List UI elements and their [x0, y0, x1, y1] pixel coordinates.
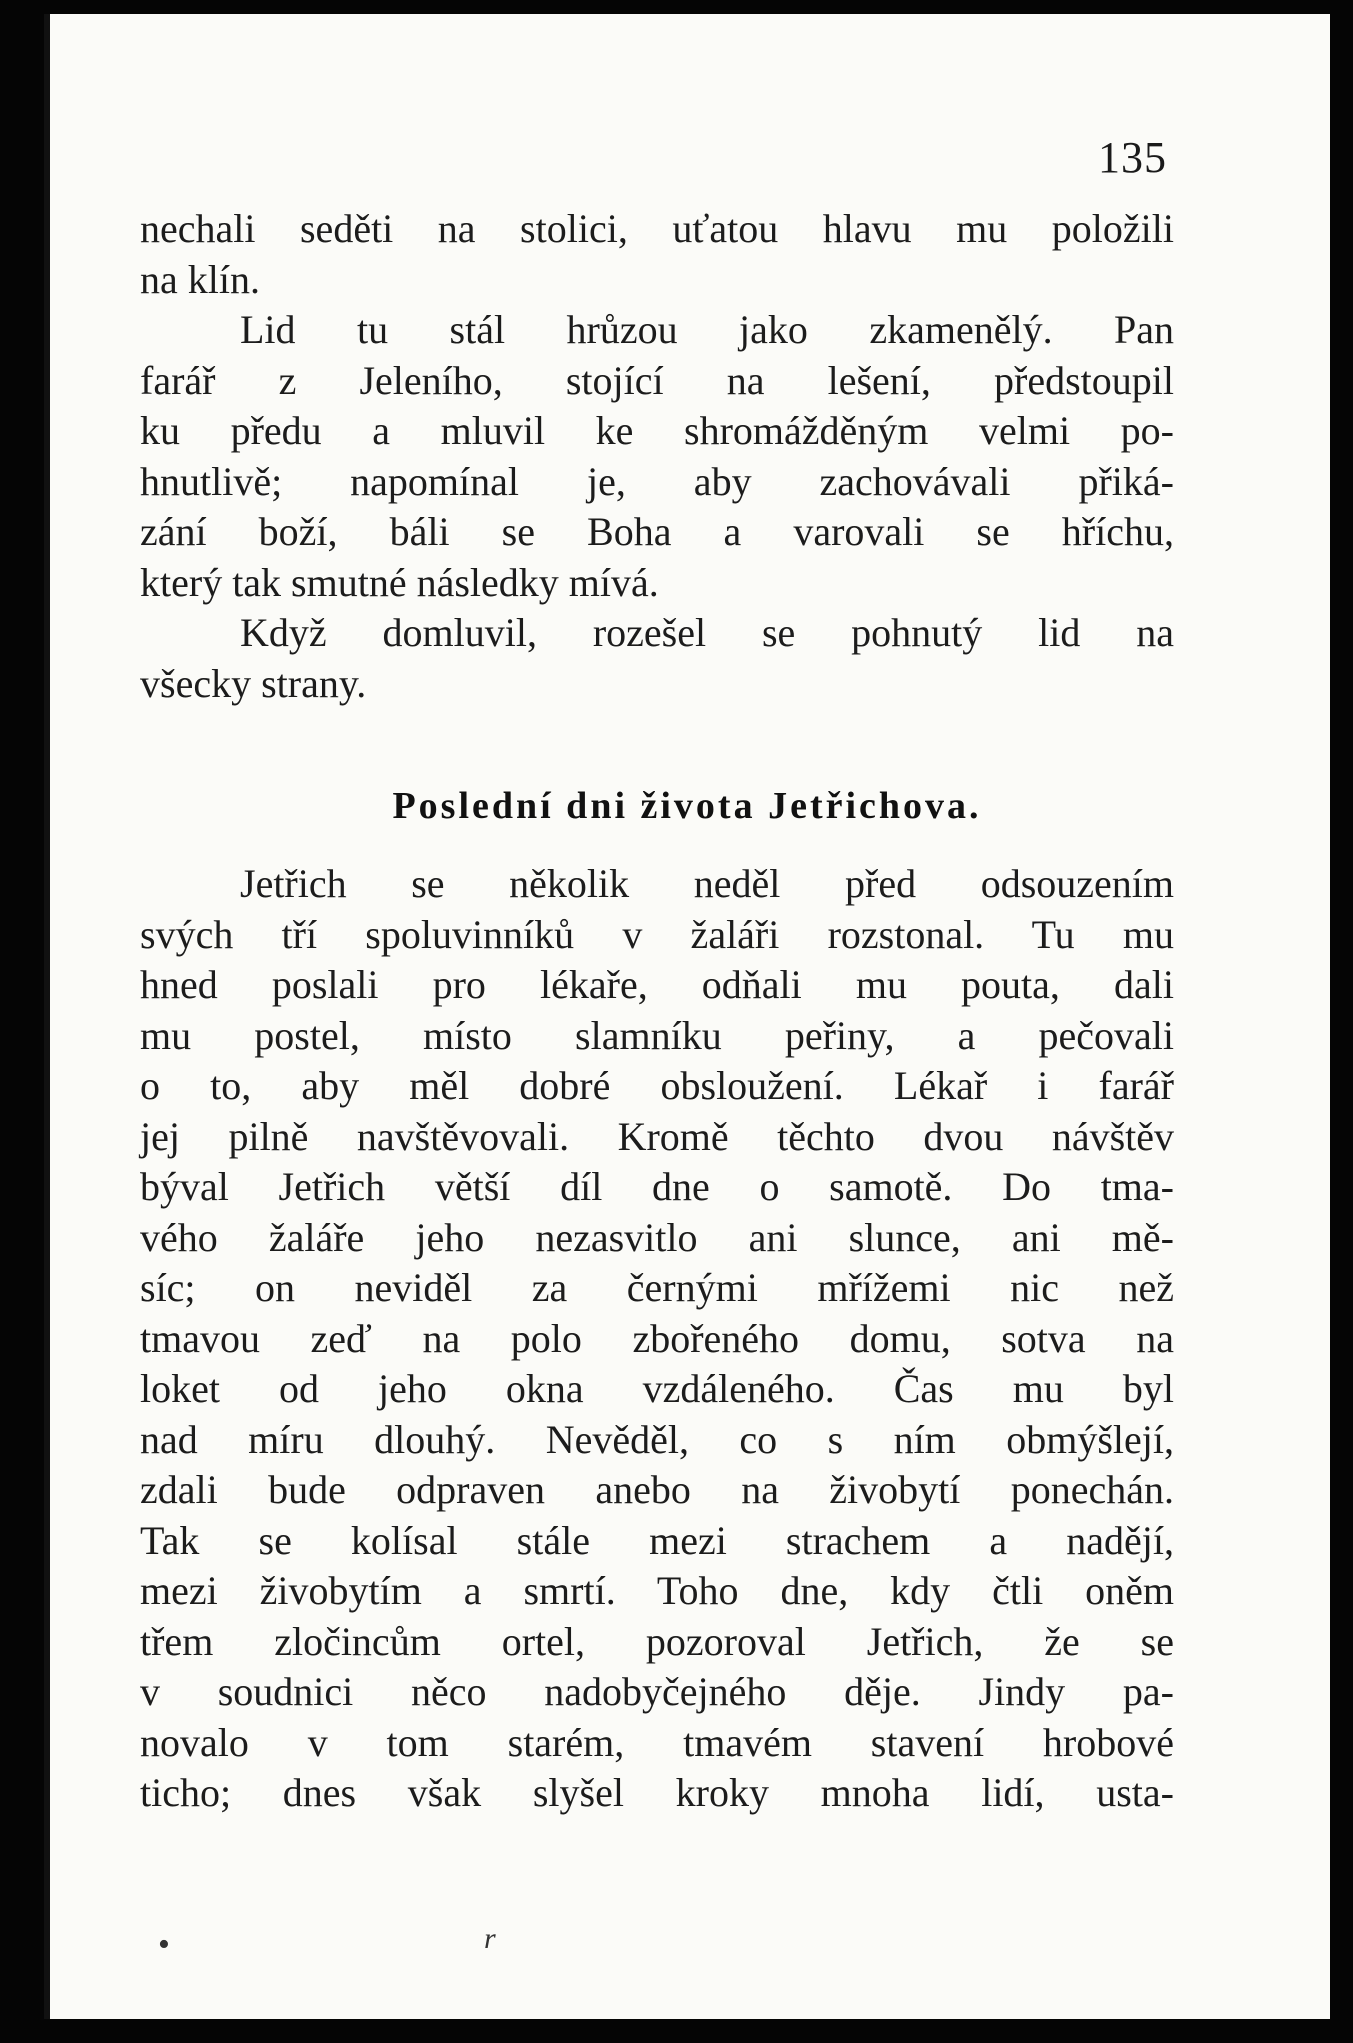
text-line: Tak se kolísal stále mezi strachem a nadějí, [140, 1517, 1174, 1563]
text-line: nechali seděti na stolici, uťatou hlavu mu položili [140, 206, 1174, 251]
text-line: v soudnici něco nadobyčejného děje. Jindy pa- [140, 1669, 1174, 1714]
text-line: zání boží, báli se Boha a varovali se hříchu, [140, 509, 1174, 554]
text-line: který tak smutné následky mívá. [140, 559, 659, 605]
text-line: svých tří spoluvinníků v žaláři rozstonal. Tu mu [140, 911, 1174, 957]
text-line: býval Jetřich větší díl dne o samotě. Do tma- [140, 1164, 1174, 1209]
text-line: novalo v tom starém, tmavém stavení hrobové [140, 1719, 1174, 1765]
text-line: mu postel, místo slamníku peřiny, a pečovali [140, 1012, 1174, 1058]
text-line: ku předu a mluvil ke shromážděným velmi po- [140, 408, 1174, 453]
paragraph-block-1 [140, 204, 1174, 709]
text-line: hned poslali pro lékaře, odňali mu pouta, dali [140, 962, 1174, 1007]
page-number: 135 [1098, 133, 1167, 182]
text-line: Lid tu stál hrůzou jako zkamenělý. Pan [240, 307, 1174, 352]
text-line: ticho; dnes však slyšel kroky mnoha lidí, usta- [140, 1770, 1174, 1815]
text-line: vého žaláře jeho nezasvitlo ani slunce, ani mě- [140, 1214, 1174, 1260]
text-line: loket od jeho okna vzdáleného. Čas mu byl [140, 1366, 1174, 1411]
paragraph-block-2 [140, 859, 1174, 1819]
text-line: farář z Jeleního, stojící na lešení, předstoupil [140, 357, 1174, 403]
text-line: třem zločincům ortel, pozoroval Jetřich, že se [140, 1618, 1174, 1664]
text-line: tmavou zeď na polo zbořeného domu, sotva na [140, 1315, 1174, 1361]
text-line: jej pilně navštěvovali. Kromě těchto dvou návštěv [140, 1113, 1174, 1159]
text-line: na klín. [140, 256, 260, 302]
page-binding-edge [44, 14, 50, 2019]
text-line: mezi živobytím a smrtí. Toho dne, kdy čtli oněm [140, 1568, 1174, 1613]
text-line: zdali bude odpraven anebo na živobytí ponechán. [140, 1467, 1174, 1512]
section-heading: Poslední dni života Jetřichova. [392, 785, 982, 827]
book-page [44, 14, 1330, 2019]
text-line: hnutlivě; napomínal je, aby zachovávali přiká- [140, 458, 1174, 504]
footer-mark-left: • [158, 1926, 170, 1963]
text-line: o to, aby měl dobré obsloužení. Lékař i farář [140, 1063, 1174, 1108]
text-line: nad míru dlouhý. Nevěděl, co s ním obmýšlejí, [140, 1416, 1174, 1462]
footer-mark-right: r [484, 1922, 496, 1955]
text-line: Jetřich se několik neděl před odsouzením [240, 861, 1174, 906]
text-line: všecky strany. [140, 660, 367, 706]
text-line: síc; on neviděl za černými mřížemi nic než [140, 1265, 1174, 1310]
text-line: Když domluvil, rozešel se pohnutý lid na [240, 610, 1174, 655]
